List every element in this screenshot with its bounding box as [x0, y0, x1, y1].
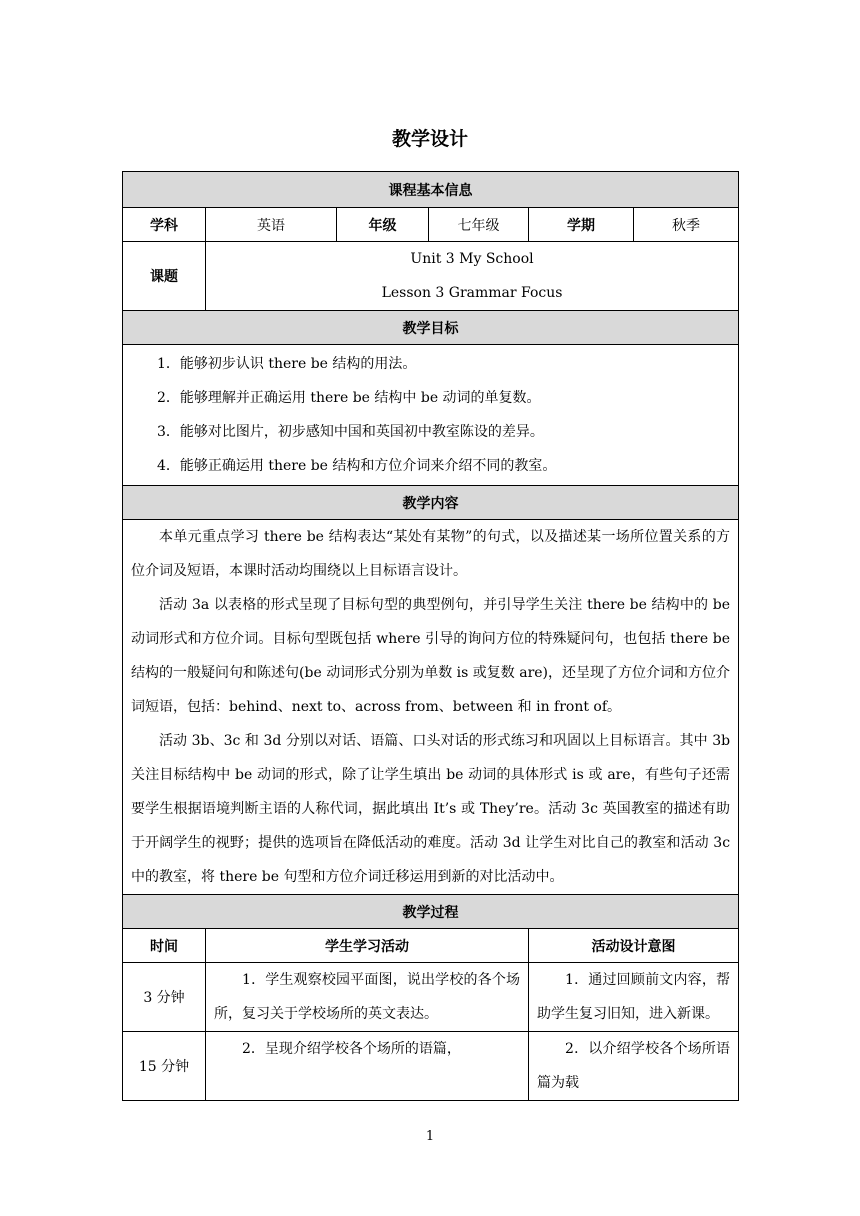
content-header: 教学内容	[123, 486, 739, 520]
term-label: 学期	[529, 208, 634, 242]
grade-label: 年级	[337, 208, 429, 242]
goal-item: 4．能够正确运用 there be 结构和方位介词来介绍不同的教室。	[157, 458, 557, 474]
content-paragraph: 本单元重点学习 there be 结构表达“某处有某物”的句式，以及描述某一场所位置关系的方位介词及短语，本课时活动均围绕以上目标语言设计。	[131, 529, 731, 579]
process-header: 教学过程	[123, 895, 739, 929]
content-paragraph: 活动 3a 以表格的形式呈现了目标句型的典型例句，并引导学生关注 there be 结构中的 be 动词形式和方位介词。目标句型既包括 where 引导的询问方位的特殊疑问句，也包括 there be 结构的一般疑问句和陈述句(be 动词形式分别为单数 is 或复数 are)，还呈现了方位介词和方位介词短语，包括：behind、next to、across from、between 和 in front of。	[131, 597, 731, 715]
process-intent	[529, 1032, 739, 1101]
lesson-plan-table	[122, 171, 739, 1101]
process-intent	[529, 963, 739, 1032]
goal-item: 1．能够初步认识 there be 结构的用法。	[157, 356, 417, 372]
term-value: 秋季	[634, 208, 739, 242]
topic-value	[206, 242, 739, 311]
subject-value: 英语	[206, 208, 337, 242]
page-number: 1	[425, 1129, 435, 1144]
topic-label: 课题	[123, 242, 206, 311]
goal-item: 2．能够理解并正确运用 there be 结构中 be 动词的单复数。	[157, 390, 541, 406]
process-time: 15 分钟	[123, 1032, 206, 1101]
topic-unit: Unit 3 My School	[410, 251, 534, 267]
process-activity-text: 1．学生观察校园平面图，说出学校的各个场所，复习关于学校场所的英文表达。	[214, 972, 520, 1022]
goal-item: 3．能够对比图片，初步感知中国和英国初中教室陈设的差异。	[157, 424, 544, 440]
goals-list	[123, 345, 739, 486]
content-paragraph: 活动 3b、3c 和 3d 分别以对话、语篇、口头对话的形式练习和巩固以上目标语言。其中 3b 关注目标结构中 be 动词的形式，除了让学生填出 be 动词的具体形式 is 或 are，有些句子还需要学生根据语境判断主语的人称代词，据此填出 It’s 或 They’re。活动 3c 英国教室的描述有助于开阔学生的视野；提供的选项旨在降低活动的难度。活动 3d 让学生对比自己的教室和活动 3c 中的教室，将 there be 句型和方位介词迁移运用到新的对比活动中。	[131, 733, 731, 885]
col-intent-header: 活动设计意图	[529, 929, 739, 963]
process-activity-text: 2．呈现介绍学校各个场所的语篇，	[242, 1041, 461, 1057]
page-title: 教学设计	[391, 128, 468, 150]
process-time: 3 分钟	[123, 963, 206, 1032]
grade-value: 七年级	[429, 208, 529, 242]
col-activity-header: 学生学习活动	[206, 929, 529, 963]
basic-info-header: 课程基本信息	[123, 172, 739, 208]
col-time-header: 时间	[123, 929, 206, 963]
subject-label: 学科	[123, 208, 206, 242]
goals-header: 教学目标	[123, 311, 739, 345]
content-body	[123, 520, 739, 895]
process-activity	[206, 1032, 529, 1101]
topic-lesson: Lesson 3 Grammar Focus	[381, 285, 563, 301]
process-intent-text: 2．以介绍学校各个场所语篇为载	[537, 1041, 731, 1091]
process-activity	[206, 963, 529, 1032]
process-intent-text: 1．通过回顾前文内容，帮助学生复习旧知，进入新课。	[537, 972, 731, 1022]
